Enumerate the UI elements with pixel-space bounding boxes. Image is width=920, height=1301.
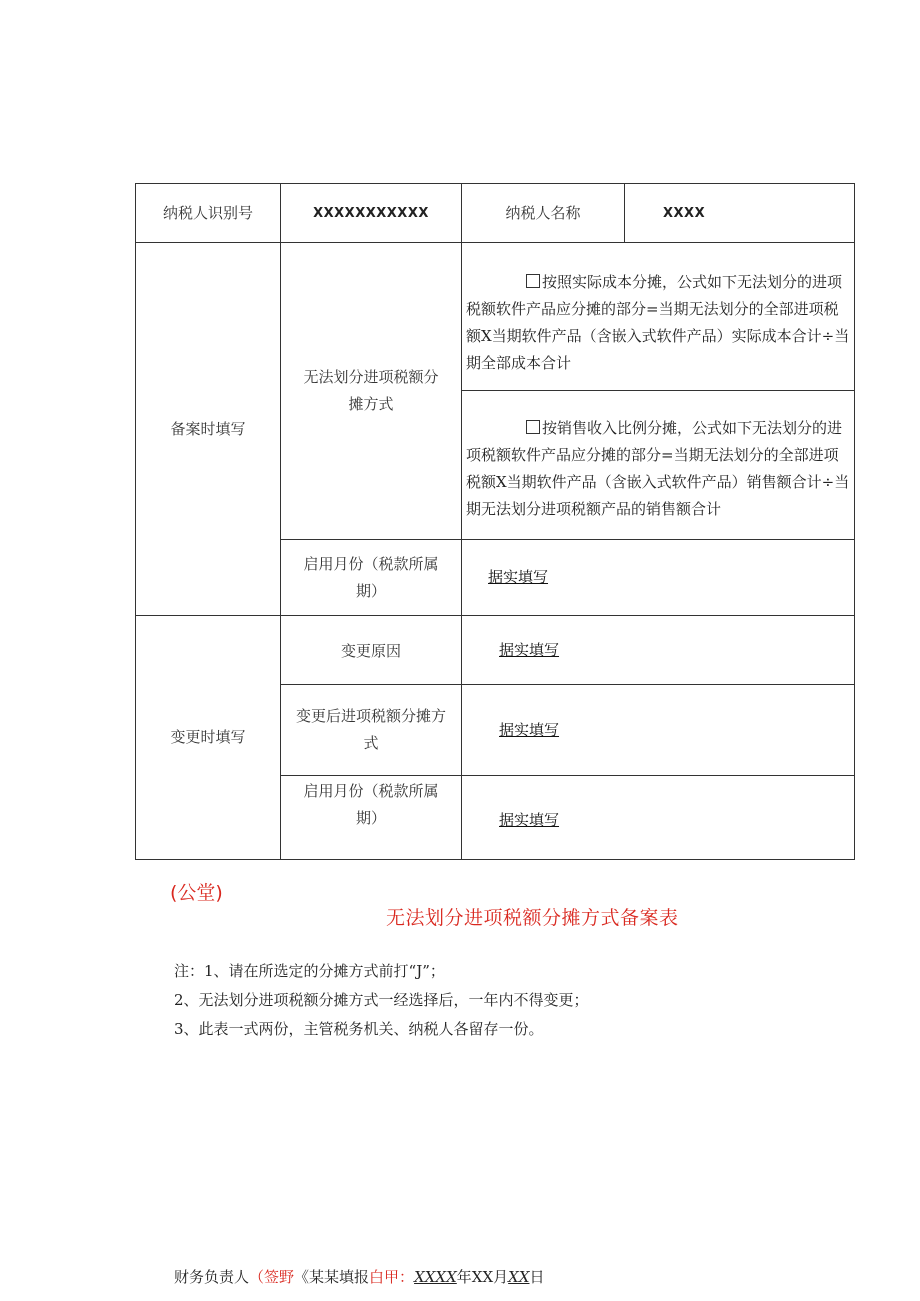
option-sales-text: 按销售收入比例分摊，公式如下无法划分的进项税额软件产品应分摊的部分=当期无法划分的全部进项税额X当期软件产品（含嵌入式软件产品）销售额合计÷当期无法划分进项税额产品的销售额合计 — [466, 419, 850, 518]
notes-block — [174, 957, 589, 1044]
method-label: 无法划分进项税额分摊方式 — [281, 243, 462, 540]
option-cost-allocation[interactable] — [462, 243, 855, 391]
change-start-month-field[interactable] — [462, 776, 855, 860]
change-reason-field[interactable] — [462, 616, 855, 685]
taxpayer-id-label: 纳税人识别号 — [136, 184, 281, 243]
changed-method-fill: 据实填写 — [499, 720, 560, 739]
change-start-month-label: 启用月份（税款所属期） — [281, 776, 462, 860]
footer-year-month: 年XX月 — [456, 1268, 509, 1286]
footer-sign-note-2: 白甲： — [369, 1268, 415, 1286]
change-reason-label: 变更原因 — [281, 616, 462, 685]
taxpayer-name-value[interactable]: XXXX — [625, 184, 855, 243]
checkbox-sales[interactable] — [526, 420, 540, 434]
signature-footer — [174, 1266, 545, 1287]
option-sales-allocation[interactable] — [462, 391, 855, 540]
change-reason-fill: 据实填写 — [499, 640, 560, 659]
footer-day: 日 — [529, 1268, 545, 1286]
note-1: 注：1、请在所选定的分摊方式前打“J”； — [174, 962, 445, 980]
stamp-note: (公堂) — [170, 882, 223, 904]
changed-method-label: 变更后进项税额分摊方式 — [281, 685, 462, 776]
footer-sign-note: （签野 — [249, 1268, 295, 1286]
checkbox-cost[interactable] — [526, 274, 540, 288]
taxpayer-name-label: 纳税人名称 — [462, 184, 625, 243]
note-2: 2、无法划分进项税额分摊方式一经选择后，一年内不得变更； — [174, 991, 589, 1009]
footer-day-value: XX — [508, 1268, 530, 1286]
footer-year-value: XXXX — [414, 1268, 457, 1286]
filing-section-label: 备案时填写 — [136, 243, 281, 616]
start-month-field[interactable] — [462, 540, 855, 616]
page-title: 无法划分进项税额分摊方式备案表 — [386, 907, 679, 929]
filing-form-table — [135, 183, 855, 860]
option-cost-text: 按照实际成本分摊，公式如下无法划分的进项税额软件产品应分摊的部分=当期无法划分的全部进项税额X当期软件产品（含嵌入式软件产品）实际成本合计÷当期全部成本合计 — [466, 272, 850, 372]
change-start-month-fill: 据实填写 — [499, 811, 560, 829]
start-month-label: 启用月份（税款所属期） — [281, 540, 462, 616]
changed-method-field[interactable] — [462, 685, 855, 776]
footer-label: 财务负责人 — [174, 1268, 250, 1286]
footer-filler: 《某某填报 — [294, 1268, 370, 1286]
note-3: 3、此表一式两份，主管税务机关、纳税人各留存一份。 — [174, 1020, 544, 1038]
start-month-fill: 据实填写 — [488, 568, 549, 586]
taxpayer-id-value[interactable]: XXXXXXXXXXX — [281, 184, 462, 243]
change-section-label: 变更时填写 — [136, 616, 281, 860]
